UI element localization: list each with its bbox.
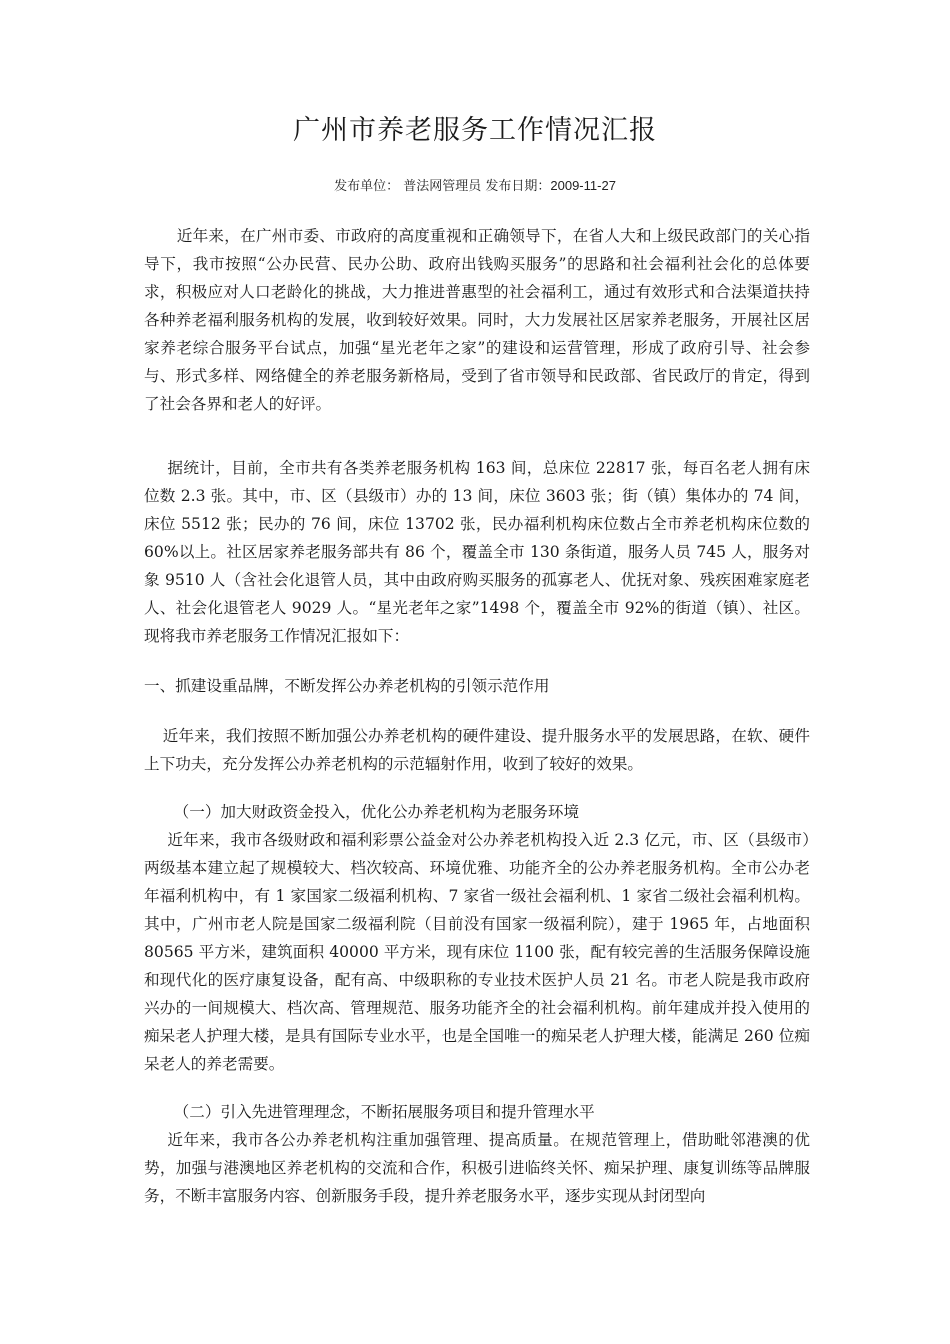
- document-body: [144, 222, 810, 1210]
- paragraph-statistics: 据统计，目前，全市共有各类养老服务机构 163 间，总床位 22817 张，每百名老人拥有床位数 2.3 张。其中，市、区（县级市）办的 13 间，床位 3603 张；街（镇）集体办的 74 间，床位 5512 张；民办的 76 间，床位 13702 张，民办福利机构床位数占全市养老机构床位数的 60%以上。社区居家养老服务部共有 86 个，覆盖全市 130 条街道，服务人员 745 人，服务对象 9510 人（含社会化退管人员，其中由政府购买服务的孤寡老人、优抚对象、残疾困难家庭老人、社会化退管老人 9029 人。“星光老年之家”1498 个，覆盖全市 92%的街道（镇）、社区。现将我市养老服务工作情况汇报如下：: [144, 459, 810, 645]
- paragraph-subsection-2: 近年来，我市各公办养老机构注重加强管理、提高质量。在规范管理上，借助毗邻港澳的优势，加强与港澳地区养老机构的交流和合作，积极引进临终关怀、痴呆护理、康复训练等品牌服务，不断丰富服务内容、创新服务手段，提升养老服务水平，逐步实现从封闭型向: [144, 1131, 810, 1205]
- subsection-heading-2: （二）引入先进管理理念，不断拓展服务项目和提升管理水平: [173, 1103, 595, 1121]
- section-heading-1: 一、抓建设重品牌，不断发挥公办养老机构的引领示范作用: [144, 677, 550, 695]
- publisher-label: 发布单位：: [334, 179, 400, 194]
- publisher-name: 普法网管理员: [403, 179, 482, 194]
- publish-date: 2009-11-27: [550, 178, 616, 193]
- subsection-heading-1: （一）加大财政资金投入，优化公办养老机构为老服务环境: [173, 803, 580, 821]
- document-title: 广州市养老服务工作情况汇报: [293, 115, 657, 146]
- publish-info: [0, 175, 950, 198]
- paragraph-intro: 近年来，在广州市委、市政府的高度重视和正确领导下，在省人大和上级民政部门的关心指导下，我市按照“公办民营、民办公助、政府出钱购买服务”的思路和社会福利社会化的总体要求，积极应对人口老龄化的挑战，大力推进普惠型的社会福利工，通过有效形式和合法渠道扶持各种养老福利服务机构的发展，收到较好效果。同时，大力发展社区居家养老服务，开展社区居家养老综合服务平台试点，加强“星光老年之家”的建设和运营管理，形成了政府引导、社会参与、形式多样、网络健全的养老服务新格局，受到了省市领导和民政部、省民政厅的肯定，得到了社会各界和老人的好评。: [144, 227, 810, 413]
- paragraph-section-1-intro: 近年来，我们按照不断加强公办养老机构的硬件建设、提升服务水平的发展思路，在软、硬件上下功夫，充分发挥公办养老机构的示范辐射作用，收到了较好的效果。: [144, 727, 810, 773]
- paragraph-subsection-1: 近年来，我市各级财政和福利彩票公益金对公办养老机构投入近 2.3 亿元，市、区（县级市）两级基本建立起了规模较大、档次较高、环境优雅、功能齐全的公办养老服务机构。全市公办老年福利机构中，有 1 家国家二级福利机构、7 家省一级社会福利机、1 家省二级社会福利机构。其中，广州市老人院是国家二级福利院（目前没有国家一级福利院），建于 1965 年，占地面积 80565 平方米，建筑面积 40000 平方米，现有床位 1100 张，配有较完善的生活服务保障设施和现代化的医疗康复设备，配有高、中级职称的专业技术医护人员 21 名。市老人院是我市政府兴办的一间规模大、档次高、管理规范、服务功能齐全的社会福利机构。前年建成并投入使用的痴呆老人护理大楼，是具有国际专业水平，也是全国唯一的痴呆老人护理大楼，能满足 260 位痴呆老人的养老需要。: [144, 831, 810, 1073]
- date-label: 发布日期：: [485, 179, 551, 194]
